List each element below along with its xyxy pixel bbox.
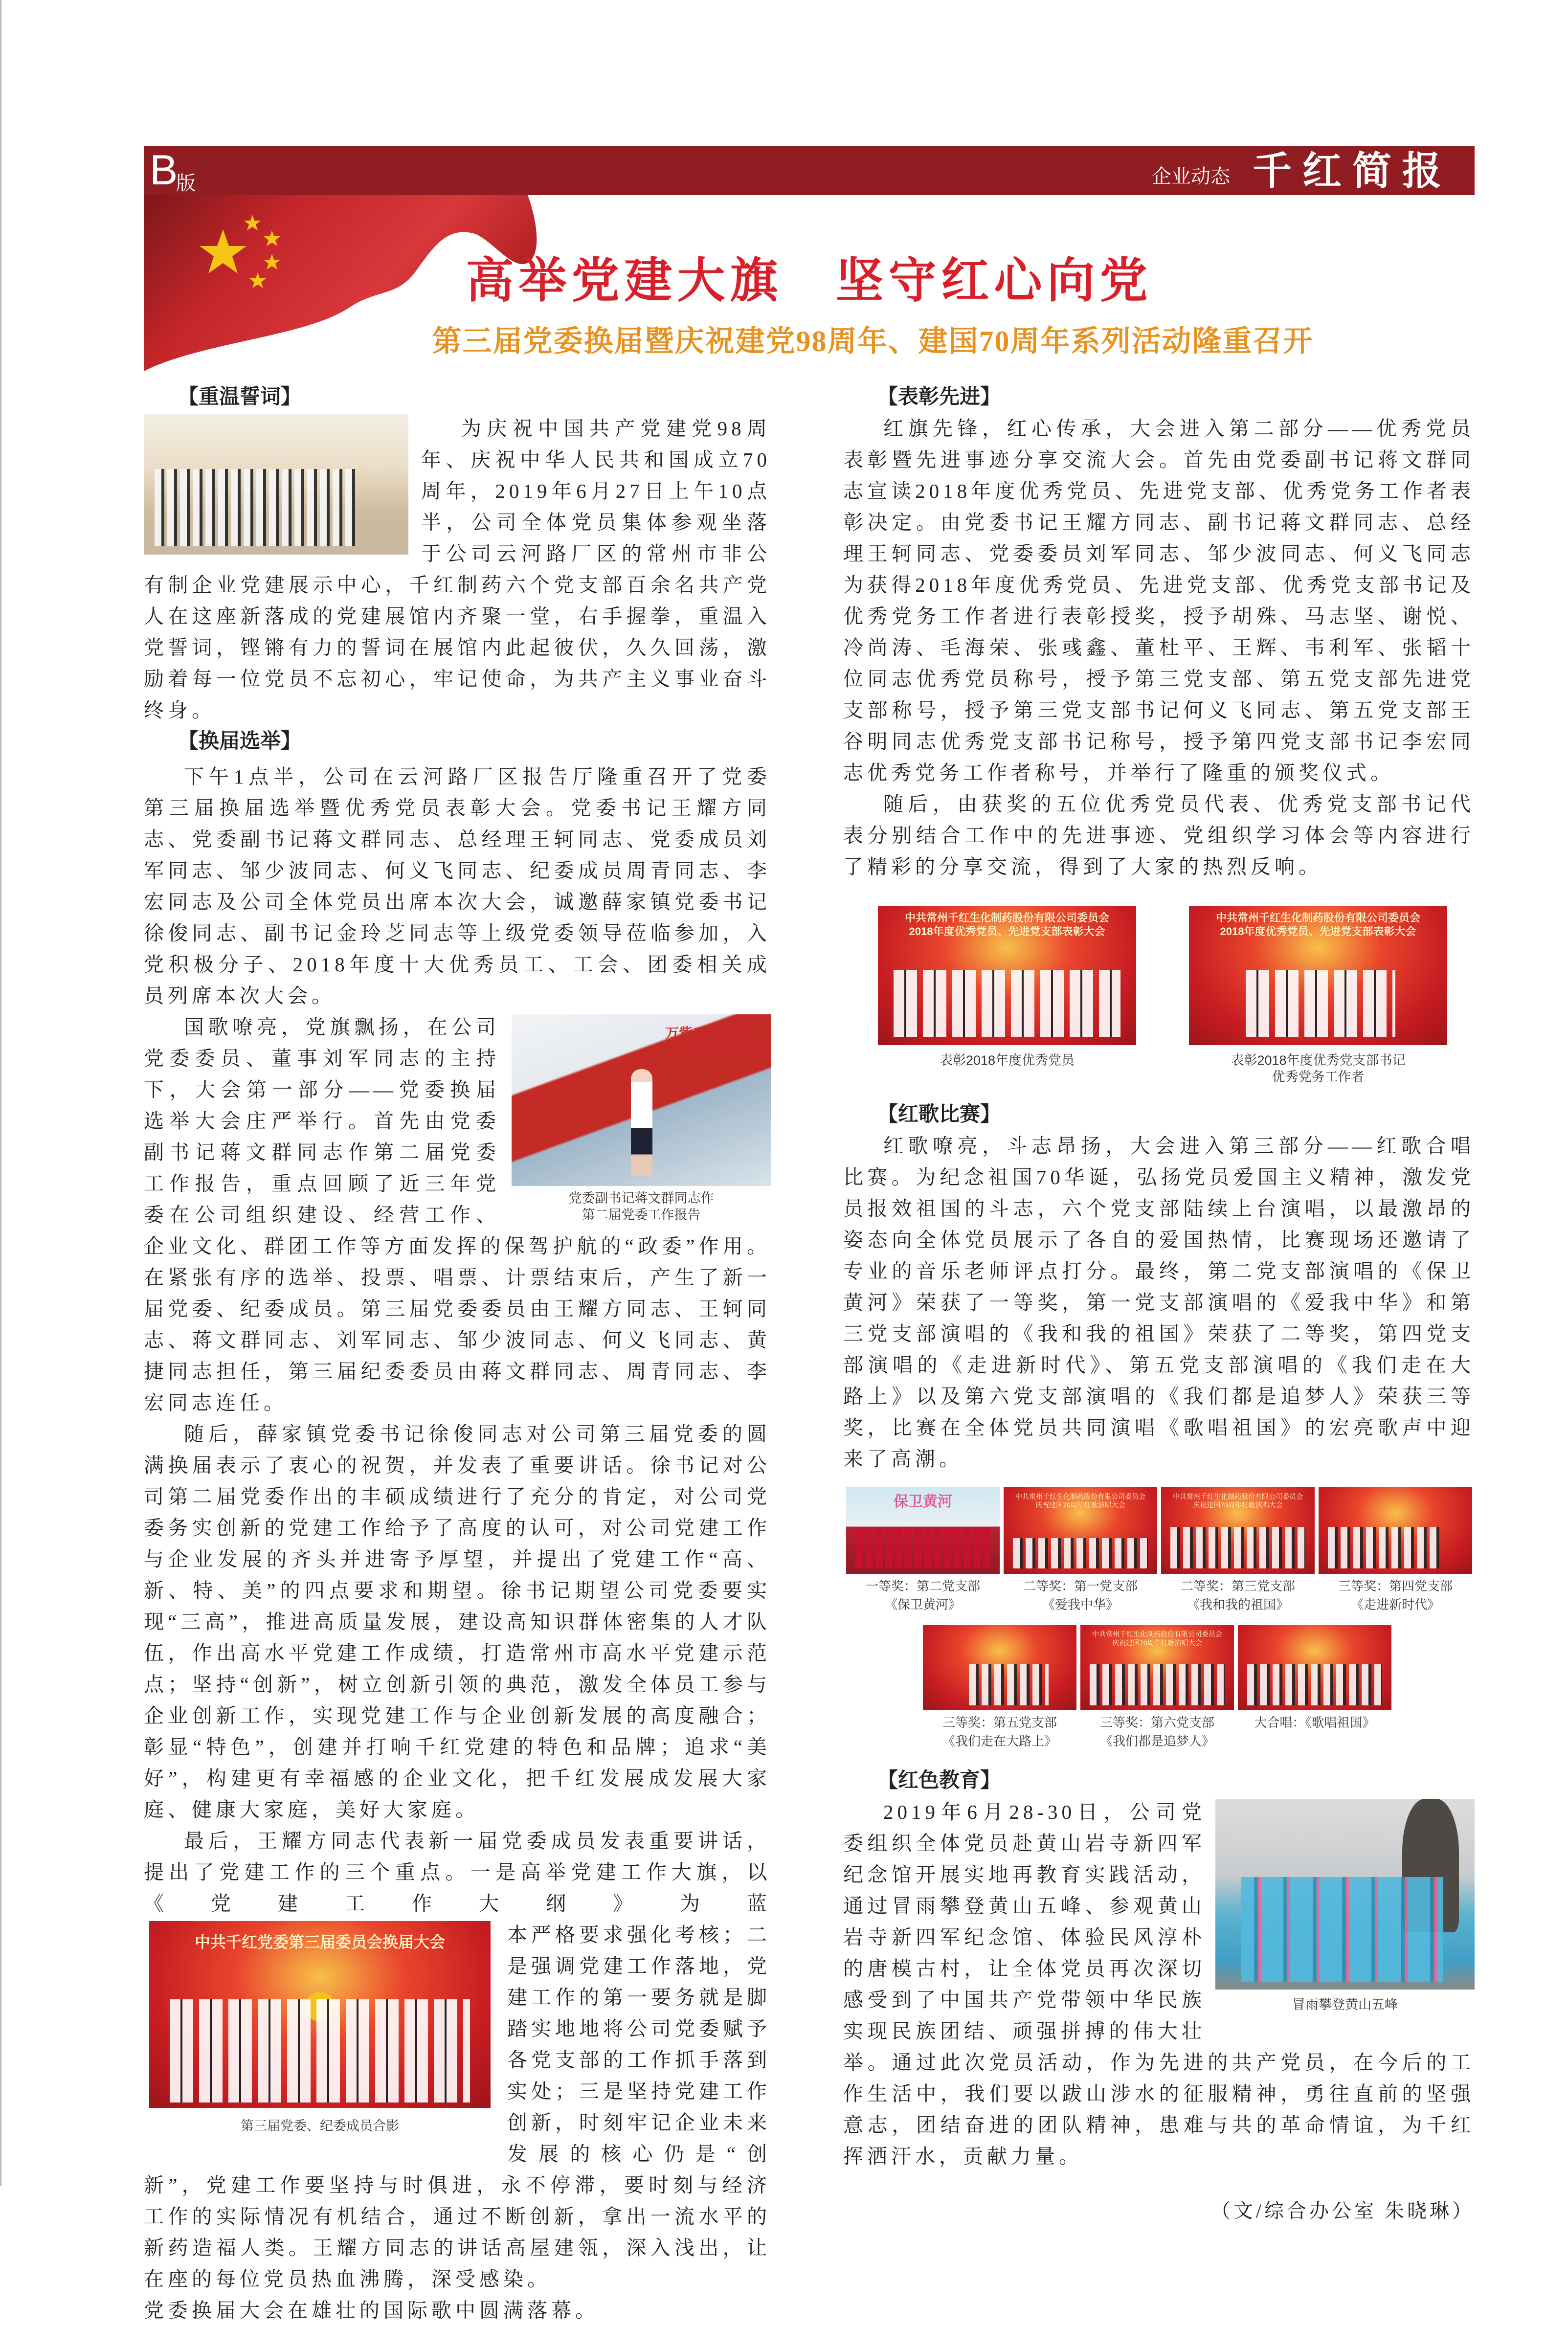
section-name: 企业动态 <box>1152 166 1230 187</box>
photo-committee-figure <box>149 1921 491 2134</box>
photo-oath <box>144 414 408 555</box>
song-title: 《我们都是追梦人》 <box>1099 1734 1214 1748</box>
photo-caption: 第三届党委、纪委成员合影 <box>241 2119 399 2133</box>
banner-line: 中共常州千红生化制药股份有限公司委员会 <box>904 912 1109 924</box>
photo-huangshan <box>1215 1799 1475 1990</box>
song-title: 《爱我中华》 <box>1042 1597 1119 1612</box>
award-photos <box>843 906 1475 1099</box>
paragraph: 最后，王耀方同志代表新一届党委成员发表重要讲话，提出了党建工作的三个重点。一是高举党建工作大旗，以《党建工作大纲》为蓝 <box>144 1830 771 1915</box>
photo-song <box>1004 1487 1157 1574</box>
photo-committee <box>149 1921 491 2108</box>
song-figure <box>1161 1487 1315 1614</box>
header-bar <box>144 146 1475 195</box>
song-photos-row-2 <box>843 1625 1475 1765</box>
song-award-and-title <box>1238 1713 1391 1732</box>
song-award: 一等奖：第二党支部 <box>865 1579 980 1593</box>
award-figure <box>1189 906 1447 1085</box>
song-award: 三等奖：第六党支部 <box>1099 1715 1214 1730</box>
photo-screen-text <box>512 1025 771 1059</box>
photo-people <box>155 469 356 546</box>
photo-people <box>1170 1527 1305 1568</box>
photo-caption: 表彰2018年度优秀党员 <box>939 1053 1075 1068</box>
paragraph: 本严格要求强化考核；二是强调党建工作落地，党建工作的第一要务就是脚踏实地地将公司党委赋予各党支部的工作抓手落到实处；三是坚持党建工作创新，时刻牢记企业未来发展的核心仍是“创新”，党建工作要坚持与时俱进，永不停滞，要时刻与经济工作的实际情况有机结合，通过不断创新，拿出一流水平的新药造福人类。王耀方同志的讲话高屋建瓴，深入浅出，让在座的每位党员热血沸腾，深受感染。 <box>144 1923 771 2290</box>
photo-banner <box>878 911 1136 938</box>
banner-line: 2018年度优秀党员、先进党支部表彰大会 <box>909 925 1105 938</box>
photo-people <box>170 1999 470 2102</box>
masthead: 千红简报 <box>1253 149 1452 193</box>
photo-song <box>923 1625 1076 1710</box>
photo-people <box>1246 970 1395 1037</box>
photo-song <box>1238 1625 1391 1710</box>
section-heading-red-song: 【红歌比赛】 <box>877 1103 1001 1126</box>
song-title: 《保卫黄河》 <box>884 1597 961 1612</box>
paragraph: 随后，由获奖的五位优秀党员代表、优秀党支部书记代表分别结合工作中的先进事迹、党组织学习体会等内容进行了精彩的分享交流，得到了大家的热烈反响。 <box>843 793 1475 878</box>
screen-line: 万紫千红盛如火 <box>665 1026 761 1041</box>
song-award: 大合唱： <box>1254 1715 1305 1730</box>
photo-report <box>512 1014 771 1186</box>
edition-suffix: 版 <box>176 173 196 194</box>
song-figure <box>1238 1625 1391 1732</box>
page-edge <box>0 0 1 2186</box>
photo-caption: 第二届党委工作报告 <box>582 1208 701 1222</box>
banner-line: 中共常州千红生化制药股份有限公司委员会 <box>1092 1630 1222 1638</box>
song-figure <box>846 1487 1000 1614</box>
song-photos-row-1 <box>843 1487 1475 1625</box>
song-award: 三等奖：第四党支部 <box>1338 1579 1453 1593</box>
photo-song <box>846 1487 1000 1574</box>
photo-people <box>1247 1664 1382 1705</box>
banner-line: 中共常州千红生化制药股份有限公司委员会 <box>1173 1492 1303 1500</box>
photo-caption: 优秀党务工作者 <box>1272 1070 1365 1084</box>
page-subtitle: 第三届党委换届暨庆祝建党98周年、建国70周年系列活动隆重召开 <box>432 325 1314 358</box>
paragraph: 下午1点半，公司在云河路厂区报告厅隆重召开了党委第三届换届选举暨优秀党员表彰大会。党委书记王耀方同志、党委副书记蒋文群同志、总经理王轲同志、党委成员刘军同志、邹少波同志、何义飞同志、纪委成员周青同志、李宏同志及公司全体党员出席本次大会，诚邀薛家镇党委书记徐俊同志、副书记金玲芝同志等上级党委领导莅临参加，入党积极分子、2018年度十大优秀员工、工会、团委相关成员列席本次大会。 <box>144 765 771 1007</box>
paragraph: 党委换届大会在雄壮的国际歌中圆满落幕。 <box>144 2299 599 2322</box>
paragraph: 为庆祝中国共产党建党98周年、庆祝中华人民共和国成立70周年，2019年6月27日上午10点半，公司全体党员集体参观坐落于公司云河路厂区的常州市非公有制企业党建展示中心，千红制药六个党支部百余名共产党人在这座新落成的党建展馆内齐聚一堂，右手握拳，重温入党誓词，铿锵有力的誓词在展馆内此起彼伏，久久回荡，激励着每一位党员不忘初心，牢记使命，为共产主义事业奋斗终身。 <box>144 417 771 721</box>
photo-people <box>855 1527 990 1568</box>
photo-song <box>1319 1487 1472 1574</box>
photo-people <box>1013 1538 1148 1568</box>
paragraph: 红歌嘹亮，斗志昂扬，大会进入第三部分——红歌合唱比赛。为纪念祖国70华诞，弘扬党员爱国主义精神，激发党员报效祖国的斗志，六个党支部陆续上台演唱，以最激昂的姿态向全体党员展示了各自的爱国热情，比赛现场还邀请了专业的音乐老师评点打分。最终，第二党支部演唱的《保卫黄河》荣获了一等奖，第一党支部演唱的《爱我中华》和第三党支部演唱的《我和我的祖国》荣获了二等奖，第四党支部演唱的《走进新时代》、第五党支部演唱的《我们走在大路上》以及第六党支部演唱的《我们都是追梦人》荣获三等奖，比赛在全体党员共同演唱《歌唱祖国》的宏亮歌声中迎来了高潮。 <box>843 1135 1475 1470</box>
photo-caption: 表彰2018年度优秀党支部书记 <box>1231 1053 1406 1068</box>
photo-banner <box>1161 1493 1315 1510</box>
photo-song <box>1080 1625 1234 1710</box>
photo-report-figure <box>512 1014 771 1223</box>
paragraph: 2019年6月28-30日，公司党委组织全体党员赴黄山岩寺新四军纪念馆开展实地再教育实践活动，通过冒雨攀登黄山五峰、参观黄山岩寺新四军纪念馆、体验民风淳朴的唐模古村，让全体党员再次深切感受到了中国共产党带领中华民族实现民族团结、顽强拼搏的伟大壮举。通过此次党员活动，作为先进的共产党员，在今后的工作生活中，我们要以跋山涉水的征服精神，勇往直前的坚强意志，团结奋进的团队精神，患难与共的革命情谊，为千红挥洒汗水，贡献力量。 <box>843 1801 1475 2168</box>
banner-line: 庆祝建国70周年红歌演唱大会 <box>1035 1501 1125 1509</box>
section-heading-red-education: 【红色教育】 <box>877 1769 1001 1792</box>
banner-line: 中共常州千红生化制药股份有限公司委员会 <box>1015 1492 1145 1500</box>
paragraph: 随后，薛家镇党委书记徐俊同志对公司第三届党委的圆满换届表示了衷心的祝贺，并发表了重要讲话。徐书记对公司第二届党委作出的丰硕成绩进行了充分的肯定，对公司党委务实创新的党建工作给予了高度的认可，对公司党建工作与企业发展的齐头并进寄予厚望，并提出了党建工作“高、新、特、美”的四点要求和期望。徐书记期望公司党委要实现“三高”，推进高质量发展，建设高知识群体密集的人才队伍，作出高水平党建工作成绩，打造常州市高水平党建示范点；坚持“创新”，树立创新引领的典范，激发全体员工参与企业创新工作，实现党建工作与企业创新发展的高度融合；彰显“特色”，创建并打响千红党建的特色和品牌；追求“美好”，构建更有幸福感的企业文化，把千红发展成发展大家庭、健康大家庭，美好大家庭。 <box>144 1423 771 1821</box>
section-heading-oath: 【重温誓词】 <box>178 386 302 408</box>
song-title: 《歌唱祖国》 <box>1305 1715 1375 1730</box>
paragraph: 红旗先锋，红心传承，大会进入第二部分——优秀党员表彰暨先进事迹分享交流大会。首先由党委副书记蒋文群同志宣读2018年度优秀党员、先进党支部、优秀党务工作者表彰决定。由党委书记王耀方同志、副书记蒋文群同志、总经理王轲同志、党委委员刘军同志、邹少波同志、何义飞同志为获得2018年度优秀党员、先进党支部、优秀党支部书记及优秀党务工作者进行表彰授奖，授予胡殊、马志坚、谢悦、冷尚涛、毛海荣、张彧鑫、董杜平、王辉、韦利军、张韬十位同志优秀党员称号，授予第三党支部、第五党支部先进党支部称号，授予第三党支部书记何义飞同志、第五党支部王谷明同志优秀党支部书记称号，授予第四党支部书记李宏同志优秀党务工作者称号，并举行了隆重的颁奖仪式。 <box>843 417 1475 784</box>
song-award: 三等奖：第五党支部 <box>942 1715 1057 1730</box>
edition-letter: B <box>150 147 178 194</box>
screen-line: 济世使命结硕果 <box>665 1043 761 1058</box>
photo-banner: 中共千红党委第三届委员会换届大会 <box>194 1933 445 1951</box>
paragraph: 国歌嘹亮，党旗飘扬，在公司党委委员、董事刘军同志的主持下，大会第一部分——党委换届选举大会庄严举行。首先由党委副书记蒋文群同志作第二届党委工作报告，重点回顾了近三年党委在公司组织建设、经营工作、企业文化、群团工作等方面发挥的保驾护航的“政委”作用。在紧张有序的选举、投票、唱票、计票结束后，产生了新一届党委、纪委成员。第三届党委委员由王耀方同志、王轲同志、蒋文群同志、刘军同志、邹少波同志、何义飞同志、黄捷同志担任，第三届纪委委员由蒋文群同志、周青同志、李宏同志连任。 <box>144 1016 771 1414</box>
right-column <box>843 381 1475 2227</box>
photo-award-secretaries <box>1189 906 1447 1045</box>
page-title: 高举党建大旗 坚守红心向党 <box>466 255 1153 308</box>
photo-huangshan-figure <box>1215 1799 1475 2013</box>
section-heading-commendation: 【表彰先进】 <box>877 386 1001 408</box>
banner-line: 2018年度优秀党员、先进党支部表彰大会 <box>1220 925 1416 938</box>
award-figure <box>878 906 1136 1069</box>
photo-song <box>1161 1487 1315 1574</box>
photo-speaker <box>631 1069 652 1176</box>
photo-people <box>894 970 1121 1037</box>
banner-line: 庆祝建国70周年红歌演唱大会 <box>1193 1501 1283 1509</box>
section-heading-election: 【换届选举】 <box>178 730 302 753</box>
author-signature: （文/综合办公室 朱晓琳） <box>1210 2200 1475 2222</box>
photo-people <box>1241 1877 1443 1982</box>
song-title: 《走进新时代》 <box>1350 1597 1440 1612</box>
banner-line: 庆祝建国70周年红歌演唱大会 <box>1112 1638 1202 1647</box>
photo-people <box>969 1664 1049 1705</box>
song-title: 《我们走在大路上》 <box>942 1734 1057 1748</box>
song-title: 《我和我的祖国》 <box>1187 1597 1289 1612</box>
photo-banner <box>1189 911 1447 938</box>
song-figure <box>1004 1487 1157 1614</box>
photo-banner <box>1080 1630 1234 1647</box>
photo-banner <box>1004 1493 1157 1510</box>
photo-caption: 冒雨攀登黄山五峰 <box>1292 1997 1398 2012</box>
photo-caption: 党委副书记蒋文群同志作 <box>568 1191 714 1206</box>
photo-screen-text: 保卫黄河 <box>894 1493 952 1510</box>
song-figure <box>1080 1625 1234 1750</box>
left-column <box>144 381 771 2326</box>
photo-award-members <box>878 906 1136 1045</box>
banner-line: 中共常州千红生化制药股份有限公司委员会 <box>1215 912 1420 924</box>
song-figure <box>923 1625 1076 1750</box>
song-figure <box>1319 1487 1472 1614</box>
photo-people <box>1090 1664 1225 1705</box>
song-award: 二等奖：第一党支部 <box>1023 1579 1138 1593</box>
song-award: 二等奖：第三党支部 <box>1180 1579 1295 1593</box>
photo-people <box>1328 1527 1441 1568</box>
